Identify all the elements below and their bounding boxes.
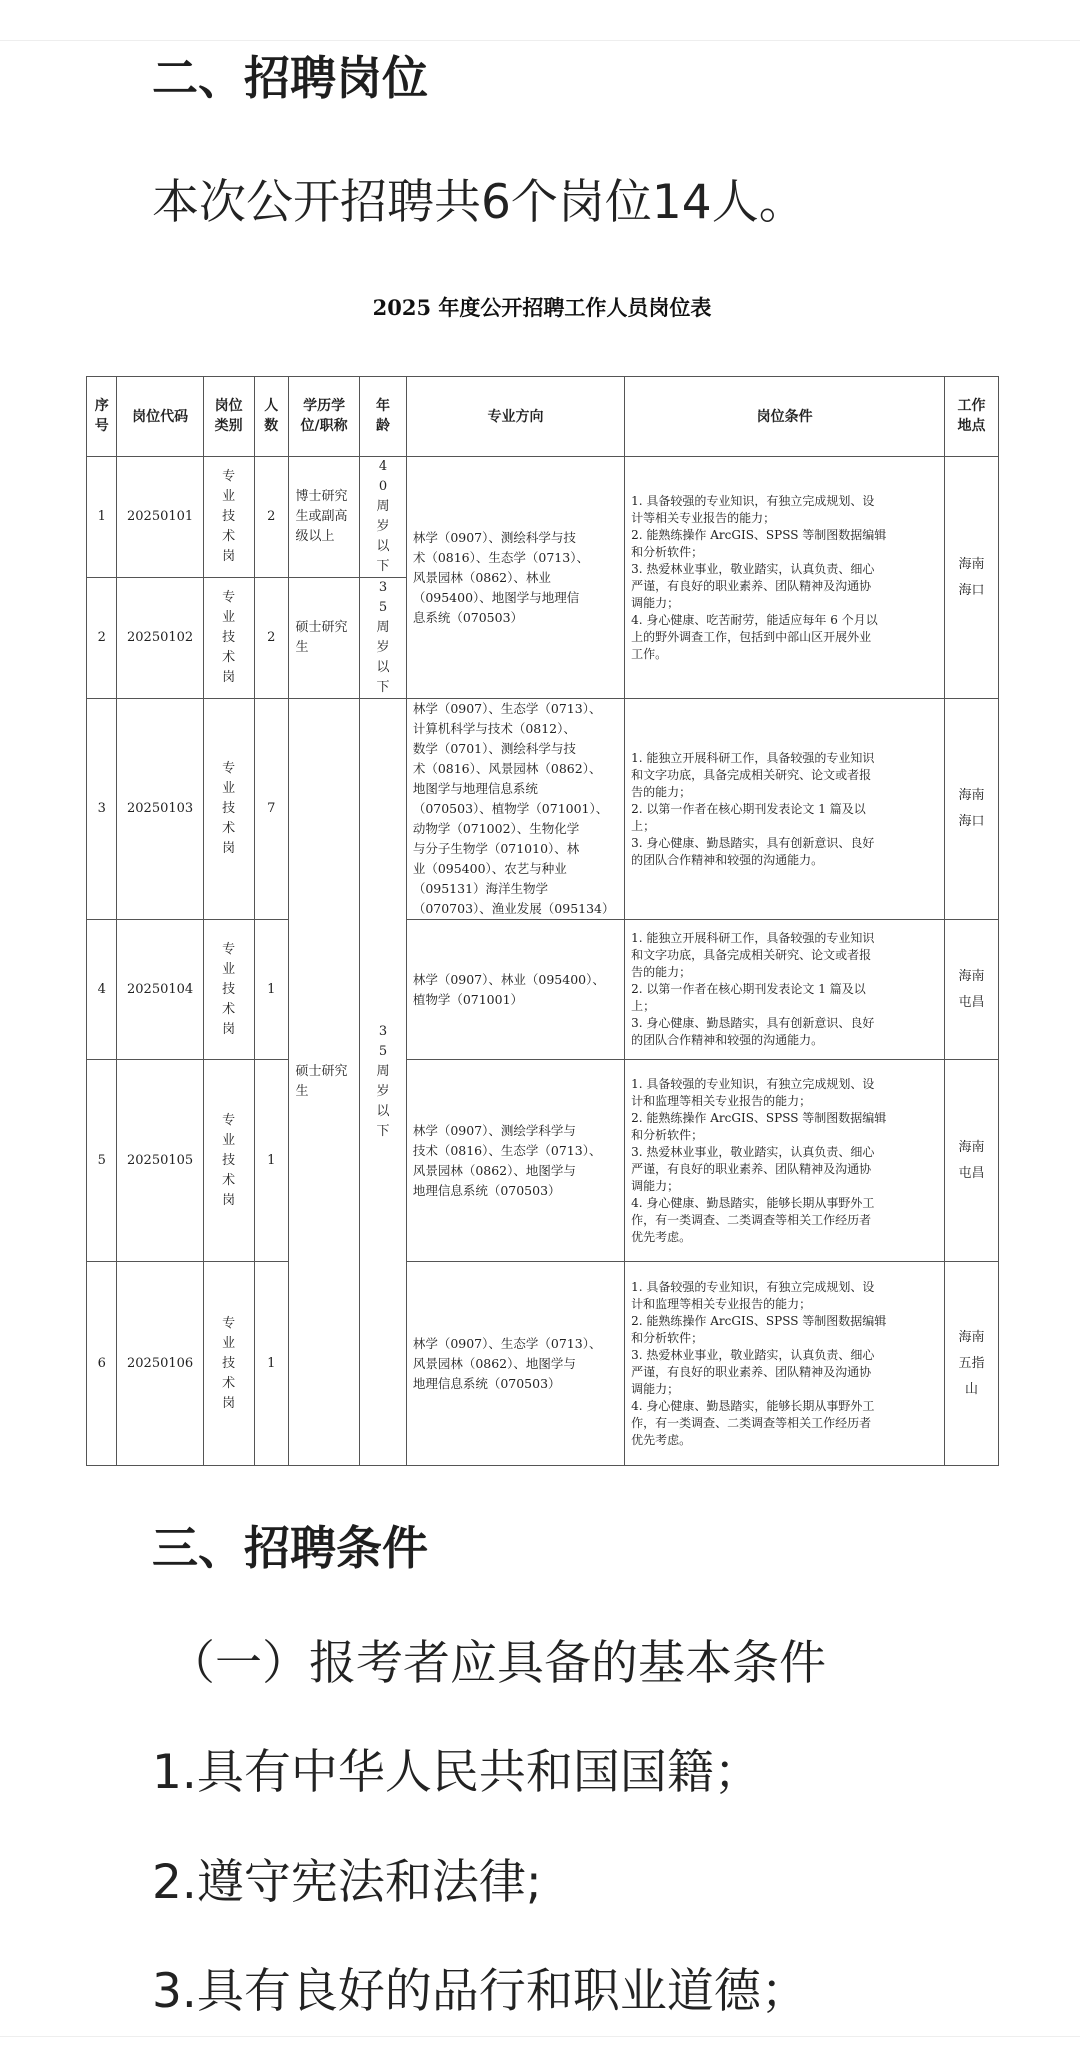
row2-degree: 硕士研究生: [289, 578, 360, 699]
row4-major: 林学（0907）、林业（095400）、 植物学（071001）: [406, 920, 624, 1060]
row3-code: 20250103: [117, 699, 203, 920]
header-location: 工作地点: [945, 377, 999, 457]
row4-code: 20250104: [117, 920, 203, 1060]
row4-conditions: 1. 能独立开展科研工作，具备较强的专业知识 和文字功底，具备完成相关研究、论文或者报 告的能力； 2. 以第一作者在核心期刊发表论文 1 篇及以 上； 3. 身心健康、勤恳踏实，具有创新意识、良好 的团队合作精神和较强的沟通能力。: [625, 920, 945, 1060]
basic-conditions-subtitle: （一）报考者应具备的基本条件: [168, 1636, 826, 1691]
rows3-6-age: 35周岁以下: [360, 699, 407, 1466]
table-header-row: [87, 377, 999, 457]
row1-seq: 1: [87, 457, 117, 578]
table-row: [87, 699, 999, 920]
row6-code: 20250106: [117, 1262, 203, 1466]
row6-major: 林学（0907）、生态学（0713）、 风景园林（0862）、地图学与 地理信息系统（070503）: [406, 1262, 624, 1466]
row2-seq: 2: [87, 578, 117, 699]
rows3-6-degree: 硕士研究生: [289, 699, 360, 1466]
row1-degree: 博士研究生或副高级以上: [289, 457, 360, 578]
recruitment-summary: 本次公开招聘共6个岗位14人。: [152, 175, 806, 230]
header-degree: 学历学位/职称: [289, 377, 360, 457]
row6-location: 海南五指山: [945, 1262, 999, 1466]
row4-seq: 4: [87, 920, 117, 1060]
row4-location: 海南屯昌: [945, 920, 999, 1060]
header-conditions: 岗位条件: [625, 377, 945, 457]
row5-count: 1: [254, 1060, 289, 1262]
table-row: [87, 1262, 999, 1466]
row2-count: 2: [254, 578, 289, 699]
row3-count: 7: [254, 699, 289, 920]
section-2-heading: 二、招聘岗位: [152, 51, 428, 105]
row3-major: 林学（0907）、生态学（0713）、 计算机科学与技术（0812）、 数学（0701）、测绘科学与技 术（0816）、风景园林（0862）、 地图学与地理信息系统 （070503）、植物学（071001）、 动物学（071002）、生物化学 与分子生物学（071010）、林 业（095400）、农艺与种业 （095131）海洋生物学 （070703）、渔业发展（095134）: [406, 699, 624, 920]
table-title: 2025 年度公开招聘工作人员岗位表: [372, 295, 712, 320]
row1-count: 2: [254, 457, 289, 578]
row5-conditions: 1. 具备较强的专业知识，有独立完成规划、设 计和监理等相关专业报告的能力； 2. 能熟练操作 ArcGIS、SPSS 等制图数据编辑 和分析软件； 3. 热爱林业事业，敬业踏实，认真负责、细心 严谨，有良好的职业素养、团队精神及沟通协 调能力； 4. 身心健康、勤恳踏实，能够长期从事野外工 作，有一类调查、二类调查等相关工作经历者 优先考虑。: [625, 1060, 945, 1262]
top-divider: [0, 40, 1080, 41]
row3-category: 专业技术岗: [203, 699, 254, 920]
row5-major: 林学（0907）、测绘学科学与 技术（0816）、生态学（0713）、 风景园林（0862）、地图学与 地理信息系统（070503）: [406, 1060, 624, 1262]
row2-category: 专业技术岗: [203, 578, 254, 699]
row5-category: 专业技术岗: [203, 1060, 254, 1262]
row2-code: 20250102: [117, 578, 203, 699]
row1-category: 专业技术岗: [203, 457, 254, 578]
row5-code: 20250105: [117, 1060, 203, 1262]
row6-count: 1: [254, 1262, 289, 1466]
rows1-2-location: 海南海口: [945, 457, 999, 699]
row4-count: 1: [254, 920, 289, 1060]
row5-location: 海南屯昌: [945, 1060, 999, 1262]
header-seq: 序号: [87, 377, 117, 457]
row4-category: 专业技术岗: [203, 920, 254, 1060]
row6-seq: 6: [87, 1262, 117, 1466]
row1-code: 20250101: [117, 457, 203, 578]
header-age: 年龄: [360, 377, 407, 457]
condition-item-1: 1.具有中华人民共和国国籍；: [152, 1745, 761, 1800]
row6-conditions: 1. 具备较强的专业知识，有独立完成规划、设 计和监理等相关专业报告的能力； 2. 能熟练操作 ArcGIS、SPSS 等制图数据编辑 和分析软件； 3. 热爱林业事业，敬业踏实，认真负责、细心 严谨，有良好的职业素养、团队精神及沟通协 调能力； 4. 身心健康、勤恳踏实，能够长期从事野外工 作，有一类调查、二类调查等相关工作经历者 优先考虑。: [625, 1262, 945, 1466]
positions-table: [86, 376, 999, 1466]
header-category: 岗位类别: [203, 377, 254, 457]
header-code: 岗位代码: [117, 377, 203, 457]
row5-seq: 5: [87, 1060, 117, 1262]
row1-age: 40周岁以下: [360, 457, 407, 578]
table-row: [87, 920, 999, 1060]
rows1-2-major: 林学（0907）、测绘科学与技 术（0816）、生态学（0713）、 风景园林（0862）、林业 （095400）、地图学与地理信 息系统（070503）: [406, 457, 624, 699]
table-row: [87, 457, 999, 578]
condition-item-3: 3.具有良好的品行和职业道德；: [152, 1964, 808, 2019]
row3-conditions: 1. 能独立开展科研工作，具备较强的专业知识 和文字功底，具备完成相关研究、论文或者报 告的能力； 2. 以第一作者在核心期刊发表论文 1 篇及以 上； 3. 身心健康、勤恳踏实，具有创新意识、良好 的团队合作精神和较强的沟通能力。: [625, 699, 945, 920]
row6-category: 专业技术岗: [203, 1262, 254, 1466]
header-count: 人数: [254, 377, 289, 457]
table-row: [87, 1060, 999, 1262]
row2-age: 35周岁以下: [360, 578, 407, 699]
section-3-heading: 三、招聘条件: [152, 1521, 428, 1575]
row3-seq: 3: [87, 699, 117, 920]
row3-location: 海南海口: [945, 699, 999, 920]
header-major: 专业方向: [406, 377, 624, 457]
rows1-2-conditions: 1. 具备较强的专业知识，有独立完成规划、设 计等相关专业报告的能力； 2. 能熟练操作 ArcGIS、SPSS 等制图数据编辑 和分析软件； 3. 热爱林业事业，敬业踏实，认真负责、细心 严谨，有良好的职业素养、团队精神及沟通协 调能力； 4. 身心健康、吃苦耐劳，能适应每年 6 个月以 上的野外调查工作，包括到中部山区开展外业 工作。: [625, 457, 945, 699]
condition-item-2: 2.遵守宪法和法律;: [152, 1855, 542, 1910]
bottom-divider: [0, 2036, 1080, 2037]
